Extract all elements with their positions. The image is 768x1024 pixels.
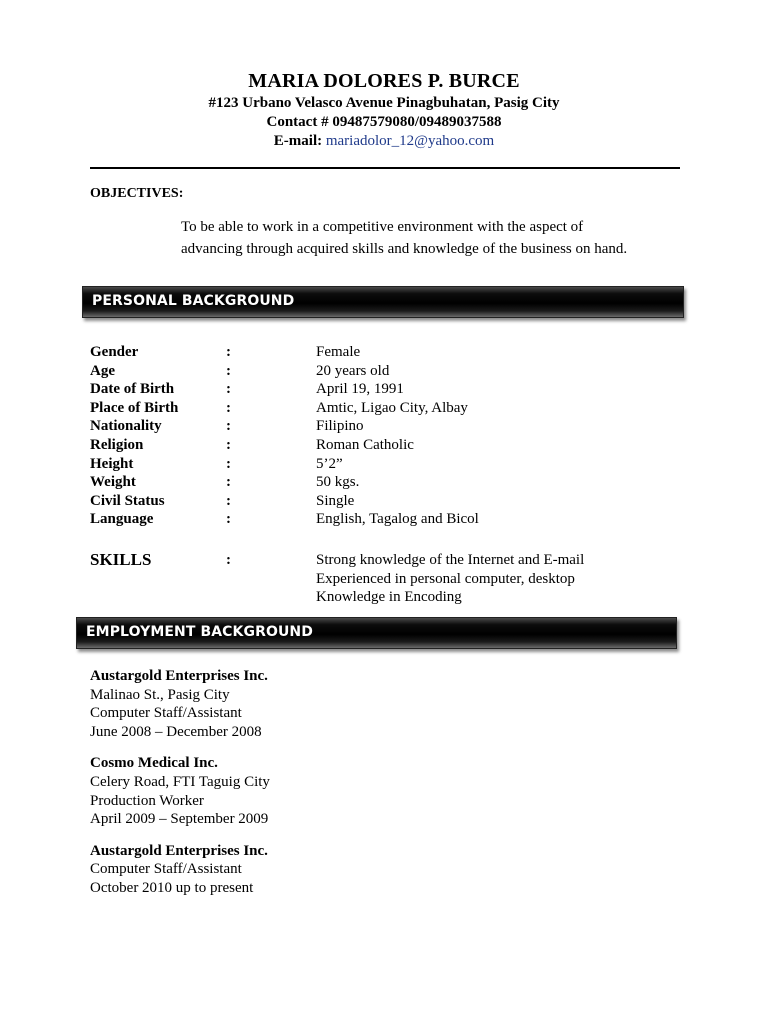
objectives-line: To be able to work in a competitive environment with the aspect of (181, 219, 584, 235)
info-colon: : (226, 455, 231, 472)
info-colon: : (226, 399, 231, 416)
employment-background-heading: EMPLOYMENT BACKGROUND (86, 624, 313, 640)
info-label: Place of Birth (90, 399, 179, 416)
skill-item: Knowledge in Encoding (316, 589, 462, 606)
info-label: Civil Status (90, 492, 165, 509)
info-value: Single (316, 492, 355, 509)
job-detail: April 2009 – September 2009 (90, 811, 269, 828)
info-colon: : (226, 418, 231, 435)
objectives-text (181, 216, 701, 260)
applicant-name: MARIA DOLORES P. BURCE (248, 70, 520, 92)
job-company: Austargold Enterprises Inc. (90, 842, 268, 859)
personal-background-heading: PERSONAL BACKGROUND (92, 293, 295, 309)
info-label: Height (90, 455, 134, 472)
info-colon: : (226, 492, 231, 509)
info-row (90, 417, 690, 436)
info-colon: : (226, 362, 231, 379)
info-colon: : (226, 511, 231, 528)
info-row (90, 473, 690, 492)
email-label: E-mail: (273, 133, 323, 149)
info-label: Gender (90, 344, 139, 360)
info-label: Religion (90, 436, 144, 453)
info-colon: : (226, 344, 231, 360)
skills-colon: : (226, 552, 231, 568)
email-line (0, 132, 768, 151)
info-label: Nationality (90, 418, 162, 435)
job-company: Austargold Enterprises Inc. (90, 668, 268, 684)
info-value: English, Tagalog and Bicol (316, 511, 479, 528)
info-row (90, 510, 690, 529)
info-row (90, 455, 690, 474)
info-value: 20 years old (316, 362, 390, 379)
info-value: Female (316, 344, 361, 360)
resume-header (0, 68, 768, 151)
info-value: April 19, 1991 (316, 381, 404, 398)
info-row (90, 492, 690, 511)
skill-item: Strong knowledge of the Internet and E-mail (316, 552, 585, 568)
objectives-line: advancing through acquired skills and knowledge of the business on hand. (181, 241, 628, 257)
skills-list (316, 551, 584, 607)
email-link[interactable]: mariadolor_12@yahoo.com (325, 133, 495, 149)
job-detail: Malinao St., Pasig City (90, 686, 230, 703)
job-company: Cosmo Medical Inc. (90, 755, 218, 772)
job-entry (90, 754, 690, 828)
job-detail: Production Worker (90, 792, 204, 809)
personal-info-table (90, 343, 690, 529)
job-detail: Computer Staff/Assistant (90, 861, 242, 878)
address-line: #123 Urbano Velasco Avenue Pinagbuhatan, Pasig City (208, 95, 560, 111)
info-row (90, 362, 690, 381)
info-row (90, 436, 690, 455)
info-colon: : (226, 436, 231, 453)
job-detail: June 2008 – December 2008 (90, 723, 262, 740)
info-label: Age (90, 362, 115, 379)
employment-list (90, 667, 690, 911)
employment-background-bar (76, 617, 677, 649)
job-detail: Computer Staff/Assistant (90, 705, 242, 722)
job-detail: Celery Road, FTI Taguig City (90, 773, 270, 790)
info-label: Weight (90, 474, 136, 491)
header-divider (90, 167, 680, 169)
info-row (90, 380, 690, 399)
info-label: Language (90, 511, 154, 528)
info-value: Filipino (316, 418, 364, 435)
info-value: Roman Catholic (316, 436, 414, 453)
info-value: 5’2” (316, 455, 343, 472)
skill-item: Experienced in personal computer, desktop (316, 570, 575, 587)
info-colon: : (226, 381, 231, 398)
info-row (90, 399, 690, 418)
personal-background-bar (82, 286, 684, 318)
job-detail: October 2010 up to present (90, 879, 254, 896)
info-label: Date of Birth (90, 381, 175, 398)
objectives-heading: OBJECTIVES: (90, 186, 184, 201)
info-colon: : (226, 474, 231, 491)
info-value: Amtic, Ligao City, Albay (316, 399, 468, 416)
job-entry (90, 842, 690, 898)
info-row (90, 343, 690, 362)
job-entry (90, 667, 690, 741)
skills-label: SKILLS (90, 550, 152, 569)
info-value: 50 kgs. (316, 474, 360, 491)
contact-line: Contact # 09487579080/09489037588 (266, 114, 502, 130)
